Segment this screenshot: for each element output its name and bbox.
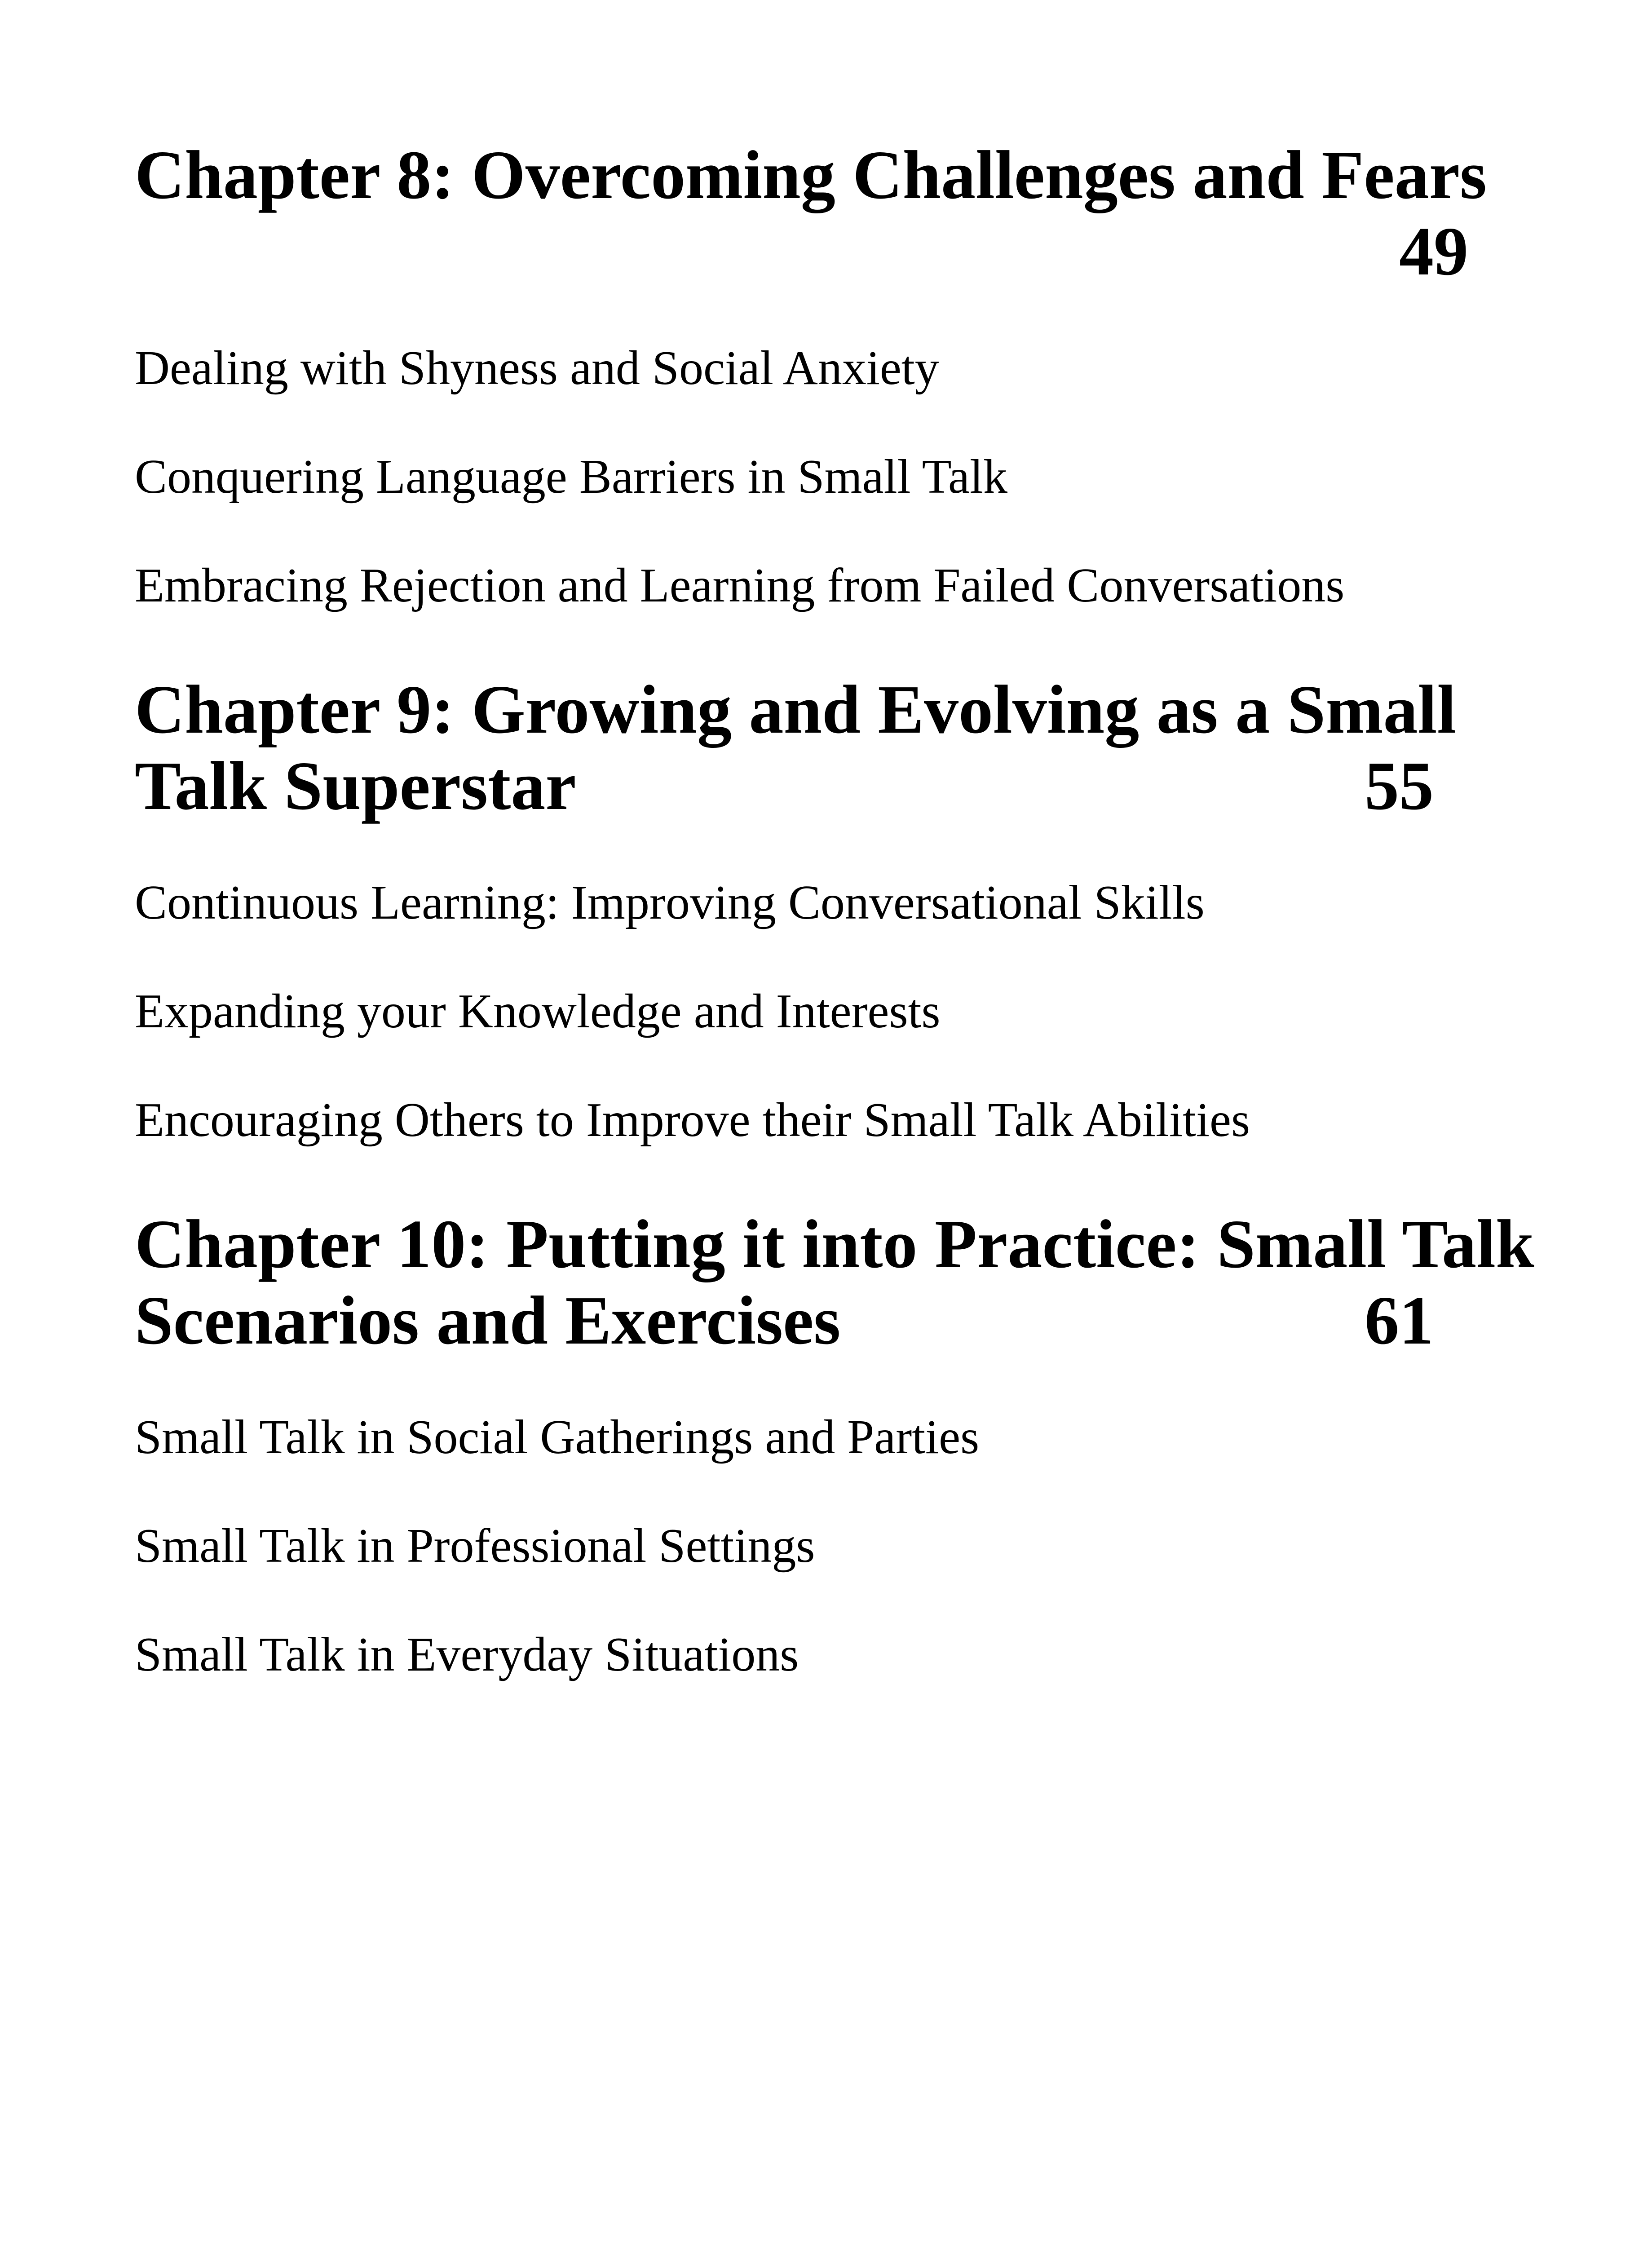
chapter-page-number: 55	[1365, 748, 1434, 824]
section-entry: Continuous Learning: Improving Conversational Skills	[135, 876, 1205, 929]
section-entry: Embracing Rejection and Learning from Failed Conversations	[135, 559, 1345, 612]
chapter-8-heading	[135, 137, 1487, 290]
chapter-title-line: Chapter 9: Growing and Evolving as a Small	[135, 672, 1457, 748]
chapter-title-line	[135, 1282, 1534, 1359]
chapter-page-number: 49	[1399, 213, 1468, 290]
section-entry: Small Talk in Professional Settings	[135, 1519, 815, 1573]
chapter-title-continuation: Talk Superstar	[135, 748, 576, 824]
chapter-title-continuation: Scenarios and Exercises	[135, 1282, 841, 1359]
chapter-title-line: Chapter 10: Putting it into Practice: Small Talk	[135, 1206, 1534, 1282]
section-entry: Conquering Language Barriers in Small Talk	[135, 450, 1007, 504]
chapter-page-number: 61	[1365, 1282, 1434, 1359]
section-entry: Expanding your Knowledge and Interests	[135, 985, 941, 1038]
chapter-10-heading	[135, 1206, 1534, 1359]
section-entry: Dealing with Shyness and Social Anxiety	[135, 341, 939, 395]
section-entry: Small Talk in Social Gatherings and Parties	[135, 1410, 980, 1464]
section-entry: Encouraging Others to Improve their Small Talk Abilities	[135, 1093, 1250, 1147]
chapter-title-line: Chapter 8: Overcoming Challenges and Fears	[135, 137, 1487, 213]
chapter-title-line	[135, 748, 1456, 824]
chapter-9-heading	[135, 672, 1456, 824]
section-entry: Small Talk in Everyday Situations	[135, 1628, 799, 1681]
